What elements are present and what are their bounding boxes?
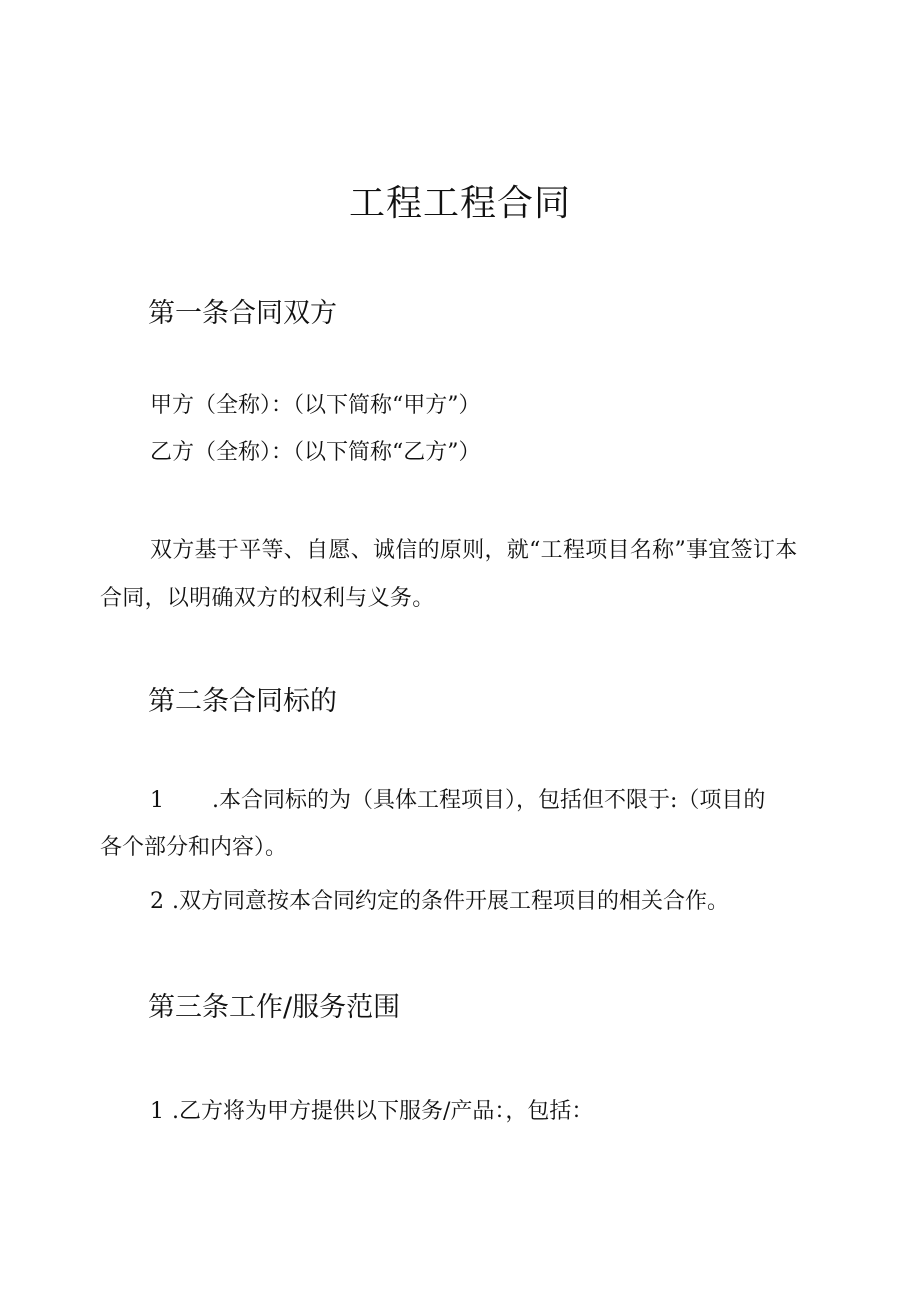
section-2-item-1-continued: 各个部分和内容）。 [100, 835, 288, 860]
item-number: 2 [150, 889, 164, 914]
item-text: .双方同意按本合同约定的条件开展工程项目的相关合作。 [172, 889, 729, 914]
party-a-line: 甲方（全称）：（以下简称“甲方”） [150, 393, 481, 418]
section-2-item-1 [150, 783, 765, 819]
party-b-line: 乙方（全称）：（以下简称“乙方”） [150, 440, 481, 465]
section-1-heading: 第一条合同双方 [148, 298, 337, 329]
item-text: .乙方将为甲方提供以下服务/产品：，包括： [172, 1099, 594, 1124]
section-2-heading: 第二条合同标的 [148, 686, 337, 717]
item-number: 1 [150, 1099, 164, 1124]
item-text: .本合同标的为（具体工程项目），包括但不限于:（项目的 [212, 788, 766, 813]
section-3-heading: 第三条工作/服务范围 [148, 992, 401, 1023]
section-1-paragraph: 双方基于平等、自愿、诚信的原则，就“工程项目名称”事宜签订本合同，以明确双方的权利与义务。 [100, 538, 798, 611]
document-title: 工程工程合同 [348, 183, 571, 224]
item-number: 1 [150, 788, 164, 813]
section-3-item-1 [150, 1094, 593, 1130]
section-2-item-2 [150, 884, 729, 920]
